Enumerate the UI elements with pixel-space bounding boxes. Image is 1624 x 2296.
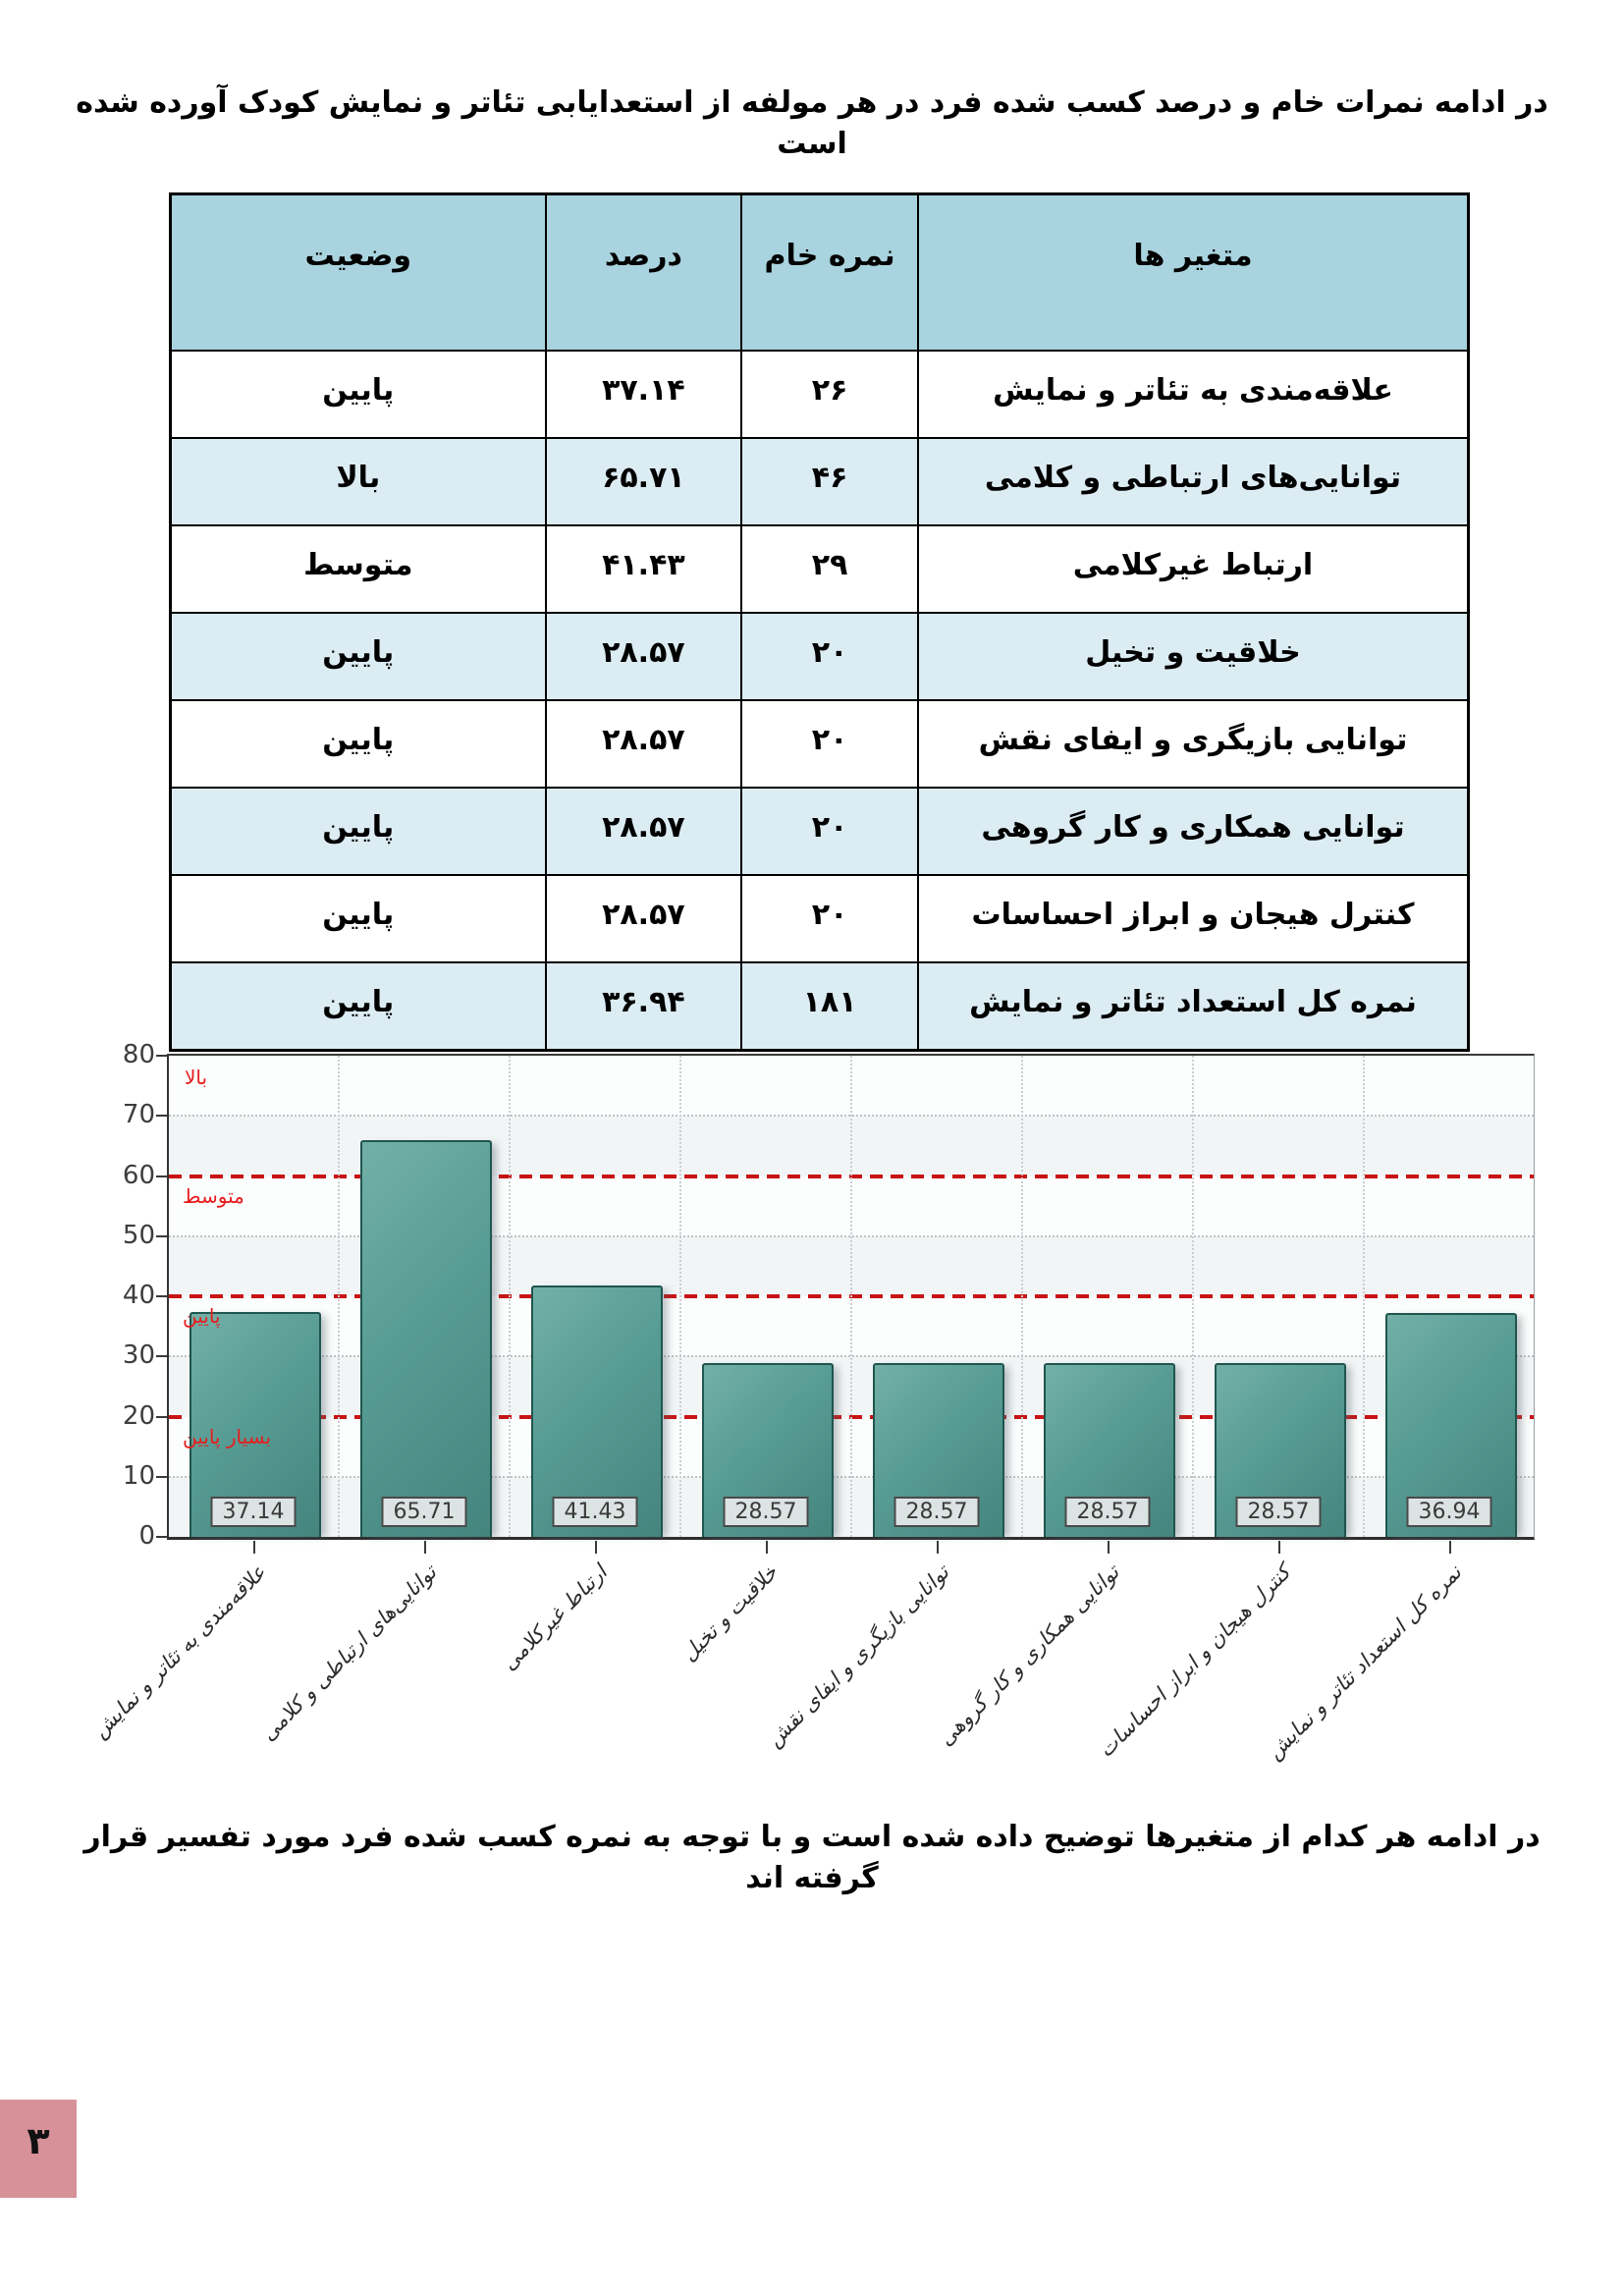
- y-axis-tick-label: 0: [138, 1521, 155, 1551]
- x-axis-tick: [595, 1541, 597, 1554]
- bar-value-label: 28.57: [1236, 1497, 1322, 1527]
- x-axis-tick: [1449, 1541, 1451, 1554]
- bar-value-label: 37.14: [211, 1497, 297, 1527]
- y-axis-tick-label: 10: [122, 1460, 155, 1491]
- y-axis-tick: [156, 1115, 167, 1117]
- x-axis-tick: [1278, 1541, 1280, 1554]
- table-row: [171, 613, 1469, 700]
- y-axis-tick: [156, 1295, 167, 1297]
- cell-variable: توانایی همکاری و کار گروهی: [918, 788, 1469, 875]
- y-axis-tick: [156, 1175, 167, 1177]
- bar-slot: 28.57 توانایی بازیگری و ایفای نقش: [850, 1056, 1021, 1537]
- cell-status: پایین: [171, 962, 546, 1051]
- cell-variable: علاقه‌مندی به تئاتر و نمایش: [918, 351, 1469, 438]
- bar-value-label: 28.57: [1065, 1497, 1151, 1527]
- y-axis-tick: [156, 1355, 167, 1357]
- table-row: [171, 875, 1469, 962]
- x-axis-tick: [766, 1541, 768, 1554]
- table-header-row: [171, 194, 1469, 352]
- y-axis-tick: [156, 1055, 167, 1057]
- x-axis-tick: [1108, 1541, 1110, 1554]
- y-axis-tick: [156, 1235, 167, 1237]
- y-axis-tick: [156, 1416, 167, 1418]
- cell-status: بالا: [171, 438, 546, 525]
- table-row: [171, 438, 1469, 525]
- bar-value-label: 28.57: [894, 1497, 980, 1527]
- header-variable: متغیر ها: [918, 194, 1469, 352]
- cell-status: پایین: [171, 875, 546, 962]
- bar-value-label: 36.94: [1407, 1497, 1492, 1527]
- y-axis-tick-label: 60: [122, 1160, 155, 1190]
- cell-status: پایین: [171, 351, 546, 438]
- y-axis-tick-label: 50: [122, 1220, 155, 1250]
- cell-percent: ۲۸.۵۷: [546, 875, 742, 962]
- y-axis-tick-label: 70: [122, 1100, 155, 1130]
- bar-slot: 36.94 نمره کل استعداد تئاتر و نمایش: [1363, 1056, 1534, 1537]
- y-axis-tick-label: 80: [122, 1040, 155, 1069]
- zone-label: بالا: [185, 1066, 208, 1089]
- header-percent: درصد: [546, 194, 742, 352]
- y-axis-tick-label: 40: [122, 1281, 155, 1310]
- zone-label: متوسط: [183, 1183, 244, 1208]
- table-row: [171, 700, 1469, 788]
- cell-raw: ۲۹: [741, 525, 918, 613]
- cell-status: متوسط: [171, 525, 546, 613]
- cell-raw: ۲۶: [741, 351, 918, 438]
- cell-status: پایین: [171, 613, 546, 700]
- cell-percent: ۲۸.۵۷: [546, 613, 742, 700]
- cell-raw: ۴۶: [741, 438, 918, 525]
- cell-variable: نمره کل استعداد تئاتر و نمایش: [918, 962, 1469, 1051]
- y-axis-tick-label: 20: [122, 1400, 155, 1431]
- cell-status: پایین: [171, 700, 546, 788]
- cell-variable: کنترل هیجان و ابراز احساسات: [918, 875, 1469, 962]
- cell-raw: ۱۸۱: [741, 962, 918, 1051]
- bar-slot: 28.57 توانایی همکاری و کار گروهی: [1021, 1056, 1192, 1537]
- bar-slot: 28.57 کنترل هیجان و ابراز احساسات: [1192, 1056, 1363, 1537]
- bar-value-label: 28.57: [724, 1497, 809, 1527]
- cell-raw: ۲۰: [741, 613, 918, 700]
- cell-variable: توانایی بازیگری و ایفای نقش: [918, 700, 1469, 788]
- bar-value-label: 65.71: [382, 1497, 467, 1527]
- header-status: وضعیت: [171, 194, 546, 352]
- scores-table: [169, 192, 1470, 1052]
- bar-slot: 41.43 ارتباط غیرکلامی: [509, 1056, 679, 1537]
- cell-variable: ارتباط غیرکلامی: [918, 525, 1469, 613]
- intro-paragraph: در ادامه نمرات خام و درصد کسب شده فرد در هر مولفه از استعدایابی تئاتر و نمایش کودک آورده شده است: [76, 85, 1548, 161]
- bar-value-label: 41.43: [553, 1497, 638, 1527]
- cell-raw: ۲۰: [741, 788, 918, 875]
- cell-variable: خلاقیت و تخیل: [918, 613, 1469, 700]
- table-row: [171, 351, 1469, 438]
- percent-bar-chart: [87, 1021, 1551, 1768]
- y-axis-tick-label: 30: [122, 1340, 155, 1371]
- zone-label: بسیار پایین: [183, 1424, 272, 1449]
- y-axis-tick: [156, 1476, 167, 1478]
- cell-raw: ۲۰: [741, 700, 918, 788]
- cell-percent: ۶۵.۷۱: [546, 438, 742, 525]
- table-row: [171, 525, 1469, 613]
- bar-slot: 65.71 توانایی‌های ارتباطی و کلامی: [338, 1056, 509, 1537]
- bar-slot: 37.14 علاقه‌مندی به تئاتر و نمایش: [169, 1056, 338, 1537]
- cell-status: پایین: [171, 788, 546, 875]
- zone-label: پایین: [183, 1304, 221, 1328]
- chart-plot: [87, 1040, 1535, 1765]
- outro-paragraph: در ادامه هر کدام از متغیرها توضیح داده شده است و با توجه به نمره کسب شده فرد مورد تفسیر قرار گرفته اند: [83, 1820, 1541, 1895]
- cell-variable: توانایی‌های ارتباطی و کلامی: [918, 438, 1469, 525]
- cell-percent: ۳۶.۹۴: [546, 962, 742, 1051]
- header-raw-score: نمره خام: [741, 194, 918, 352]
- cell-raw: ۲۰: [741, 875, 918, 962]
- cell-percent: ۲۸.۵۷: [546, 788, 742, 875]
- table-row: [171, 788, 1469, 875]
- bar: [360, 1140, 493, 1537]
- cell-percent: ۳۷.۱۴: [546, 351, 742, 438]
- page-number-badge: ۳: [0, 2100, 77, 2198]
- x-axis-tick: [937, 1541, 939, 1554]
- x-axis-tick: [253, 1541, 255, 1554]
- x-axis-tick: [424, 1541, 426, 1554]
- bar-slot: 28.57 خلاقیت و تخیل: [679, 1056, 850, 1537]
- cell-percent: ۴۱.۴۳: [546, 525, 742, 613]
- cell-percent: ۲۸.۵۷: [546, 700, 742, 788]
- y-axis-tick: [156, 1536, 167, 1538]
